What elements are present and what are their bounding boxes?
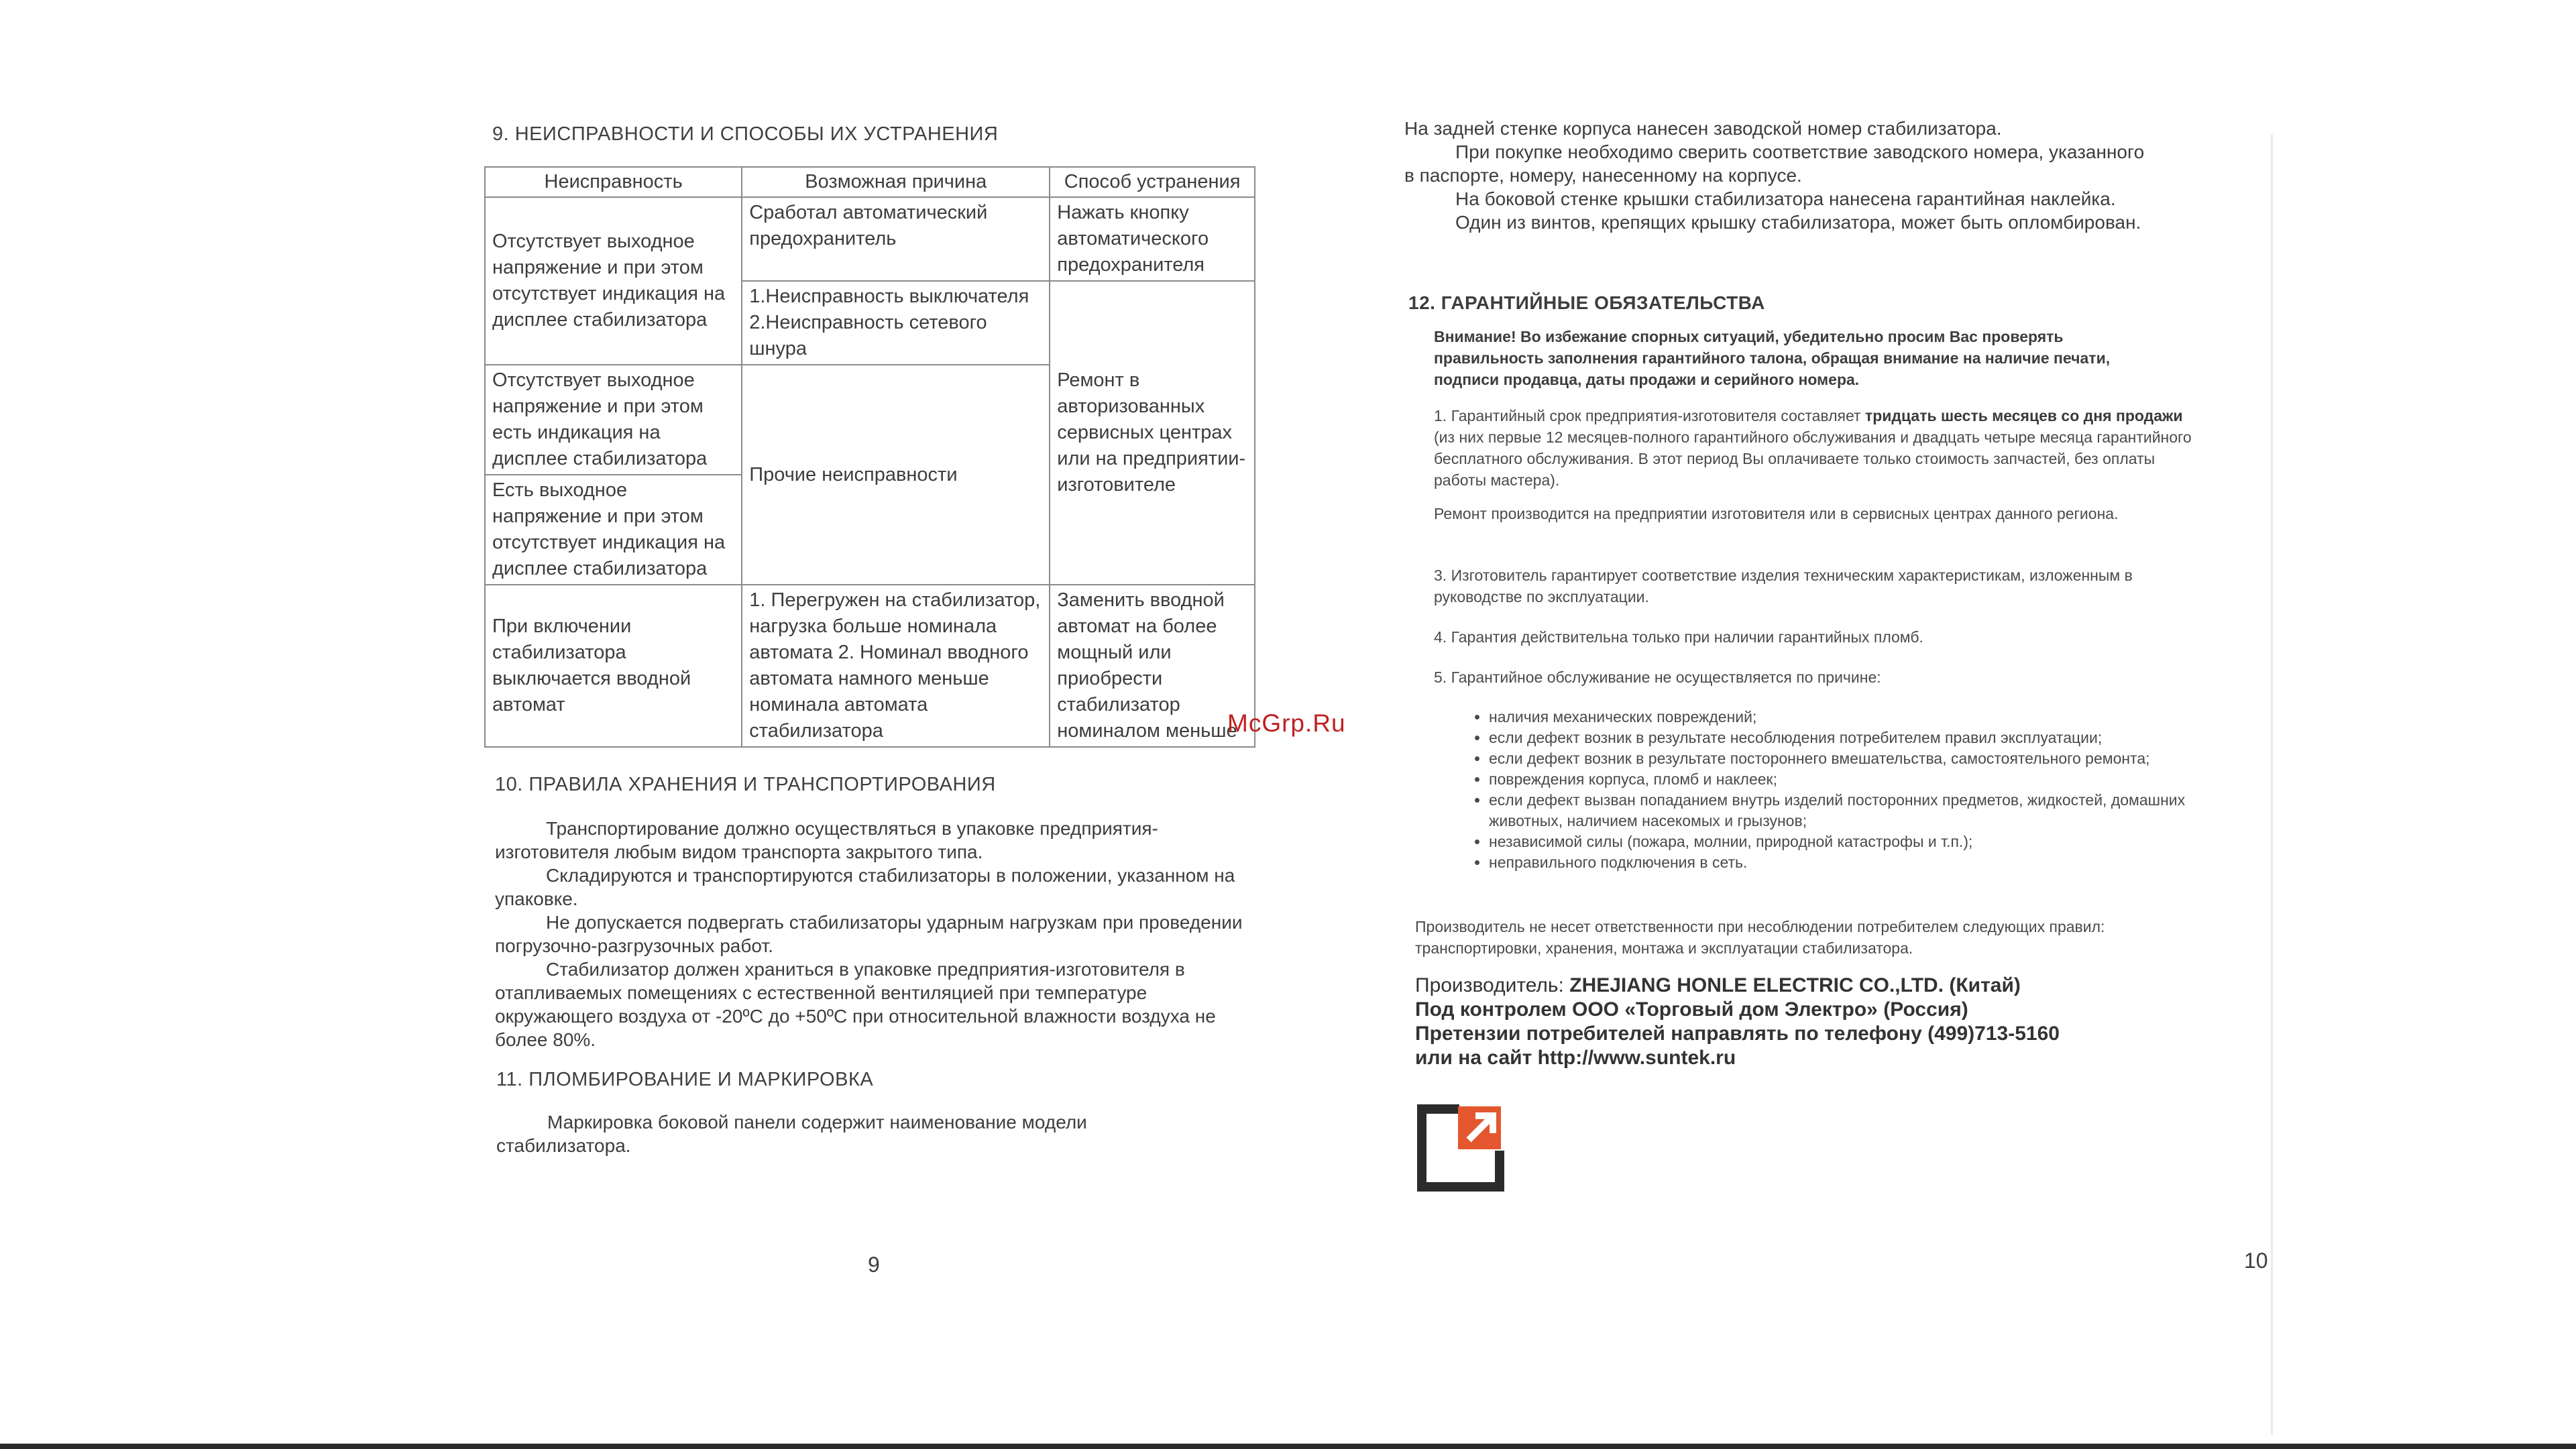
paragraph: На задней стенке корпуса нанесен заводской номер стабилизатора. (1404, 118, 2002, 139)
section-9-title: 9. НЕИСПРАВНОСТИ И СПОСОБЫ ИХ УСТРАНЕНИЯ (492, 123, 999, 145)
watermark: McGrp.Ru (1227, 709, 1346, 737)
table-header-row (485, 167, 1255, 197)
section-11-title: 11. ПЛОМБИРОВАНИЕ И МАРКИРОВКА (496, 1069, 874, 1090)
claims-line: Претензии потребителей направлять по телефону (499)713-5160 (1415, 1023, 2060, 1045)
list-item: • независимой силы (пожара, молнии, природной катастрофы и т.п.); (1489, 831, 2220, 852)
page-number: 10 (2244, 1249, 2268, 1273)
guarantee-1-term: тридцать шесть месяцев со дня продажи (1864, 407, 2183, 424)
section-11-text (496, 1110, 1180, 1157)
cause-cell: Сработал автоматический предохранитель (742, 197, 1050, 281)
remedy-cell: Заменить вводной автомат на более мощный или приобрести стабилизатор номиналом меньше (1050, 585, 1255, 747)
paragraph: При покупке необходимо сверить соответствие заводского номера, указанного в паспорте, номеру, нанесенному на корпусе. (1404, 141, 2145, 186)
list-item: • если дефект возник в результате постороннего вмешательства, самостоятельного ремонта; (1489, 748, 2220, 769)
cause-cell: 1. Перегружен на стабилизатор, нагрузка больше номинала автомата 2. Номинал вводного автомата намного меньше номинала автомата стабилизатора (742, 585, 1050, 747)
manufacturer-label: Производитель: (1415, 974, 1564, 996)
paragraph: Складируются и транспортируются стабилизаторы в положении, указанном на упаковке. (495, 865, 1235, 909)
list-item: • если дефект возник в результате несоблюдения потребителем правил эксплуатации; (1489, 728, 2220, 748)
table-header: Способ устранения (1050, 167, 1255, 197)
list-item: • повреждения корпуса, пломб и наклеек; (1489, 769, 2220, 790)
section-10-title: 10. ПРАВИЛА ХРАНЕНИЯ И ТРАНСПОРТИРОВАНИЯ (495, 774, 996, 795)
guarantee-1-end: (из них первые 12 месяцев-полного гарантийного обслуживания и двадцать четыре месяца гарантийного бесплатного обслуживания. В этот период Вы оплачиваете только стоимость запчастей, без оплаты работы мастера). (1434, 428, 2192, 489)
guarantee-1 (1434, 405, 2192, 491)
exclusions-list (1469, 707, 2220, 873)
warning-text: Внимание! Во избежание спорных ситуаций, убедительно просим Вас проверять правильность заполнения гарантийного талона, обращая внимание на наличие печати, подписи продавца, даты продажи и серийного номера. (1434, 328, 2111, 388)
paragraph: Стабилизатор должен храниться в упаковке предприятия-изготовителя в отапливаемых помещениях с естественной вентиляцией при температуре окружающего воздуха от -20ºС до +50ºС при относительной влажности воздуха не более 80%. (495, 959, 1216, 1050)
fault-cell: Отсутствует выходное напряжение и при этом отсутствует индикация на дисплее стабилизатора (485, 197, 742, 365)
guarantee-5: 5. Гарантийное обслуживание не осуществляется по причине: (1434, 669, 1881, 686)
control-line: Под контролем ООО «Торговый дом Электро» (Россия) (1415, 998, 1968, 1021)
table-header: Неисправность (485, 167, 742, 197)
paragraph: На боковой стенке крышки стабилизатора нанесена гарантийная наклейка. (1455, 188, 2116, 209)
table-header: Возможная причина (742, 167, 1050, 197)
remedy-cell: Ремонт в авторизованных сервисных центрах или на предприятии-изготовителе (1050, 281, 1255, 585)
fault-cell: Есть выходное напряжение и при этом отсутствует индикация на дисплее стабилизатора (485, 475, 742, 585)
paragraph: Транспортирование должно осуществляться в упаковке предприятия-изготовителя любым видом транспорта закрытого типа. (495, 818, 1158, 862)
cause-cell: Прочие неисправности (742, 365, 1050, 585)
manufacturer-name: ZHEJIANG HONLE ELECTRIC CO.,LTD. (Китай) (1569, 974, 2021, 996)
page-number: 9 (868, 1253, 880, 1277)
table-row (485, 197, 1255, 281)
scan-border (0, 1444, 2576, 1449)
fault-cell: Отсутствует выходное напряжение и при этом есть индикация на дисплее стабилизатора (485, 365, 742, 475)
fault-cell: При включении стабилизатора выключается вводной автомат (485, 585, 742, 747)
paragraph: Маркировка боковой панели содержит наименование модели стабилизатора. (496, 1112, 1087, 1156)
scan-edge (2271, 134, 2273, 1435)
paragraph: Не допускается подвергать стабилизаторы ударным нагрузкам при проведении погрузочно-разгрузочных работ. (495, 912, 1243, 956)
section-10-text (495, 817, 1246, 1051)
list-item: • наличия механических повреждений; (1489, 707, 2220, 728)
faults-table (484, 166, 1255, 748)
intro-text (1404, 117, 2155, 234)
list-item: • неправильного подключения в сеть. (1489, 852, 2220, 873)
list-item: • если дефект вызван попаданием внутрь изделий посторонних предметов, жидкостей, домашних животных, наличием насекомых и грызунов; (1489, 790, 2220, 831)
guarantee-2: Ремонт производится на предприятии изготовителя или в сервисных центрах данного региона. (1434, 505, 2119, 522)
remedy-cell: Нажать кнопку автоматического предохранителя (1050, 197, 1255, 281)
paragraph: Один из винтов, крепящих крышку стабилизатора, может быть опломбирован. (1455, 212, 2141, 233)
guarantee-3: 3. Изготовитель гарантирует соответствие изделия техническим характеристикам, изложенным в руководстве по эксплуатации. (1434, 567, 2133, 605)
brand-logo-icon (1416, 1104, 1505, 1192)
guarantee-4: 4. Гарантия действительна только при наличии гарантийных пломб. (1434, 628, 1923, 646)
disclaimer: Производитель не несет ответственности при несоблюдении потребителем следующих правил: транспортировки, хранения, монтажа и эксплуатации стабилизатора. (1415, 918, 2105, 957)
website-line: или на сайт http://www.suntek.ru (1415, 1047, 1736, 1069)
guarantee-1-start: 1. Гарантийный срок предприятия-изготовителя составляет (1434, 407, 1861, 424)
manufacturer-block (1415, 974, 2060, 1070)
table-row (485, 585, 1255, 747)
section-12-title: 12. ГАРАНТИЙНЫЕ ОБЯЗАТЕЛЬСТВА (1408, 292, 1765, 313)
cause-cell: 1.Неисправность выключателя 2.Неисправность сетевого шнура (742, 281, 1050, 365)
